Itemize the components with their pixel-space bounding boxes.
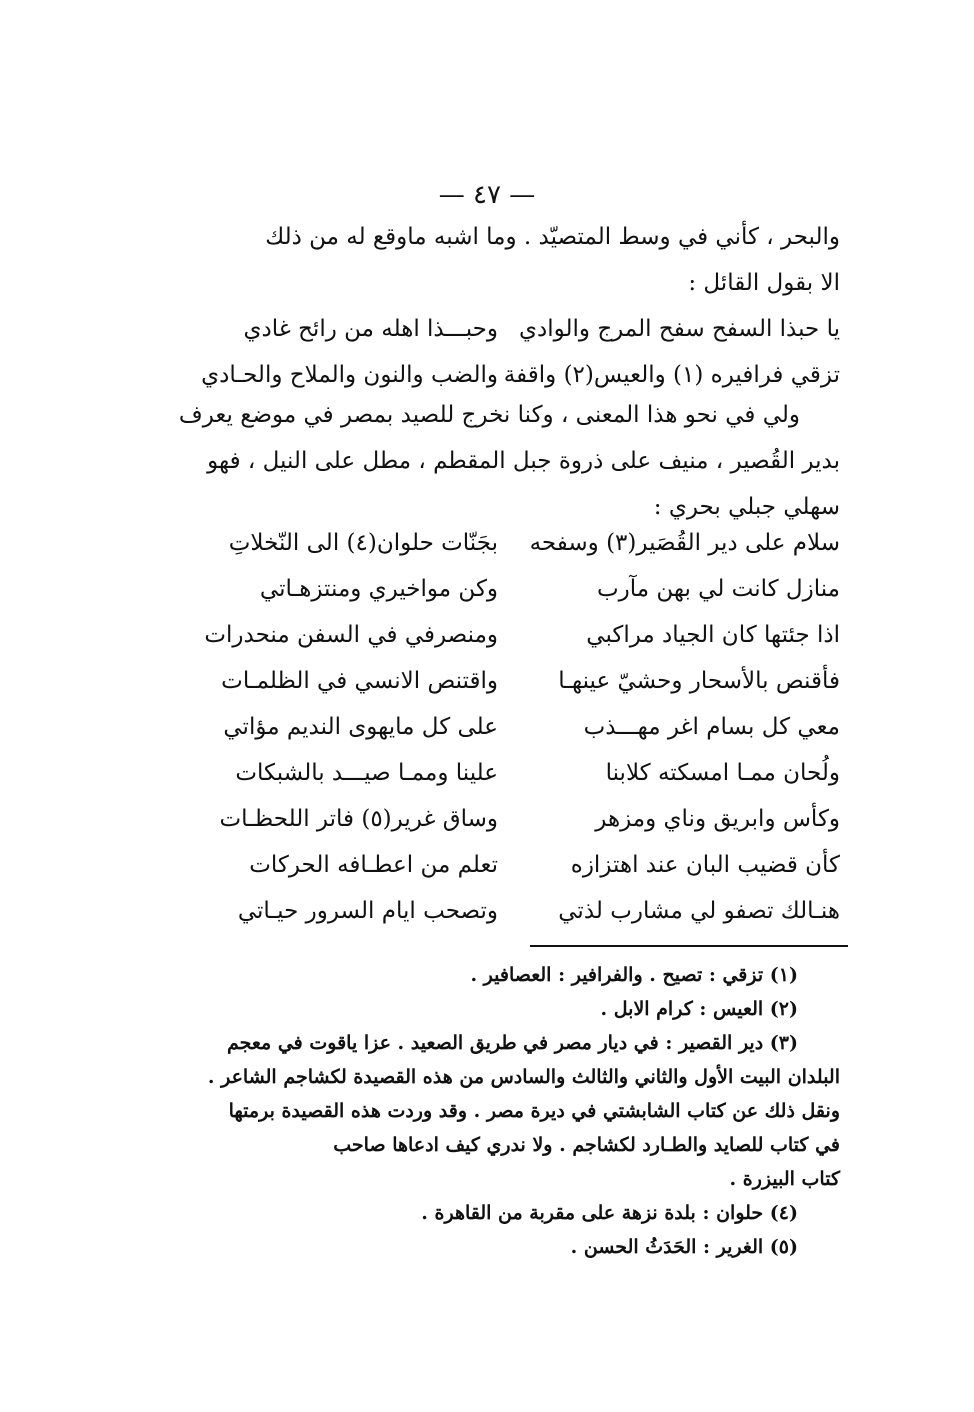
verse-line xyxy=(188,796,840,842)
intro-paragraph xyxy=(188,214,840,306)
verse-line xyxy=(188,704,840,750)
verse-line xyxy=(188,658,840,704)
verse-second-hemistich: تعلم من اعطـافه الحركات xyxy=(249,852,498,878)
verse-first-hemistich: تزقي فرافيره (١) والعيس(٢) واقفة xyxy=(503,362,840,388)
verse-second-hemistich: علينا وممـا صيـــد بالشبكات xyxy=(235,760,498,786)
page-number: — ٤٧ — xyxy=(438,180,536,210)
verse-block-2 xyxy=(188,520,840,934)
verse-line xyxy=(188,566,840,612)
footnote-line: البلدان البيت الأول والثاني والثالث والسادس من هذه القصيدة لكشاجم الشاعر . xyxy=(207,1066,840,1088)
verse-first-hemistich: سلام على دير القُصَير(٣) وسفحه xyxy=(529,530,840,556)
footnote-line: (٥) الغرير : الحَدَثُ الحسن . xyxy=(570,1236,798,1258)
footnote-line: (٢) العيس : كرام الابل . xyxy=(600,998,798,1020)
verse-first-hemistich: كأن قضيب البان عند اهتزازه xyxy=(570,852,840,878)
text-line: سهلي جبلي بحري : xyxy=(653,494,840,520)
verse-first-hemistich: يا حبذا السفح سفح المرج والوادي xyxy=(519,316,840,342)
footnote-line: كتاب البيزرة . xyxy=(729,1168,840,1190)
verse-block-1 xyxy=(188,306,840,398)
verse-second-hemistich: وساق غرير(٥) فاتر اللحظـات xyxy=(219,806,498,832)
verse-line xyxy=(188,842,840,888)
verse-second-hemistich: وحبـــذا اهله من رائح غادي xyxy=(243,316,498,342)
verse-first-hemistich: معي كل بسام اغر مهـــذب xyxy=(583,714,840,740)
verse-line xyxy=(188,306,840,352)
footnote-divider xyxy=(530,945,848,947)
footnote-line: ونقل ذلك عن كتاب الشابشتي في ديرة مصر . وقد وردت هذه القصيدة برمتها xyxy=(228,1100,840,1122)
text-line: والبحر ، كأني في وسط المتصيّد . وما اشبه ماوقع له من ذلك xyxy=(265,224,840,250)
footnote-line: في كتاب للصايد والطـارد لكشاجم . ولا ندري كيف ادعاها صاحب xyxy=(333,1134,840,1156)
verse-first-hemistich: ولُحان ممـا امسكته كلابنا xyxy=(605,760,840,786)
verse-first-hemistich: اذا جئتها كان الجياد مراكبي xyxy=(586,622,840,648)
footnotes xyxy=(188,958,840,1264)
verse-first-hemistich: منازل كانت لي بهن مآرب xyxy=(596,576,840,602)
verse-second-hemistich: واقتنص الانسي في الظلمـات xyxy=(221,668,498,694)
verse-line xyxy=(188,612,840,658)
verse-second-hemistich: ومنصرفي في السفن منحدرات xyxy=(204,622,498,648)
verse-line xyxy=(188,520,840,566)
text-line: ولي في نحو هذا المعنى ، وكنا نخرج للصيد بمصر في موضع يعرف xyxy=(178,402,800,428)
footnote-line: (٤) حلوان : بلدة نزهة على مقربة من القاهرة . xyxy=(421,1202,798,1224)
verse-first-hemistich: هنـالك تصفو لي مشارب لذتي xyxy=(558,898,840,924)
verse-second-hemistich: وتصحب ايام السرور حيـاتي xyxy=(237,898,498,924)
verse-first-hemistich: وكأس وابريق وناي ومزهر xyxy=(595,806,840,832)
footnote-line: (١) تزقي : تصيح . والفرافير : العصافير . xyxy=(470,964,798,986)
verse-line xyxy=(188,750,840,796)
text-line: بدير القُصير ، منيف على ذروة جبل المقطم ، مطل على النيل ، فهو xyxy=(207,448,840,474)
prose-paragraph xyxy=(178,392,840,530)
verse-second-hemistich: على كل مايهوى النديم مؤاتي xyxy=(223,714,498,740)
verse-line xyxy=(188,888,840,934)
text-line: الا بقول القائل : xyxy=(688,270,840,296)
verse-first-hemistich: فأقنص بالأسحار وحشيّ عينهـا xyxy=(558,668,840,694)
verse-second-hemistich: والضب والنون والملاح والحـادي xyxy=(201,362,498,388)
verse-second-hemistich: بجَنّات حلوان(٤) الى النّخلاتِ xyxy=(228,530,498,556)
footnote-line: (٣) دير القصير : في ديار مصر في طريق الصعيد . عزا ياقوت في معجم xyxy=(226,1032,798,1054)
verse-second-hemistich: وكن مواخيري ومنتزهـاتي xyxy=(259,576,498,602)
